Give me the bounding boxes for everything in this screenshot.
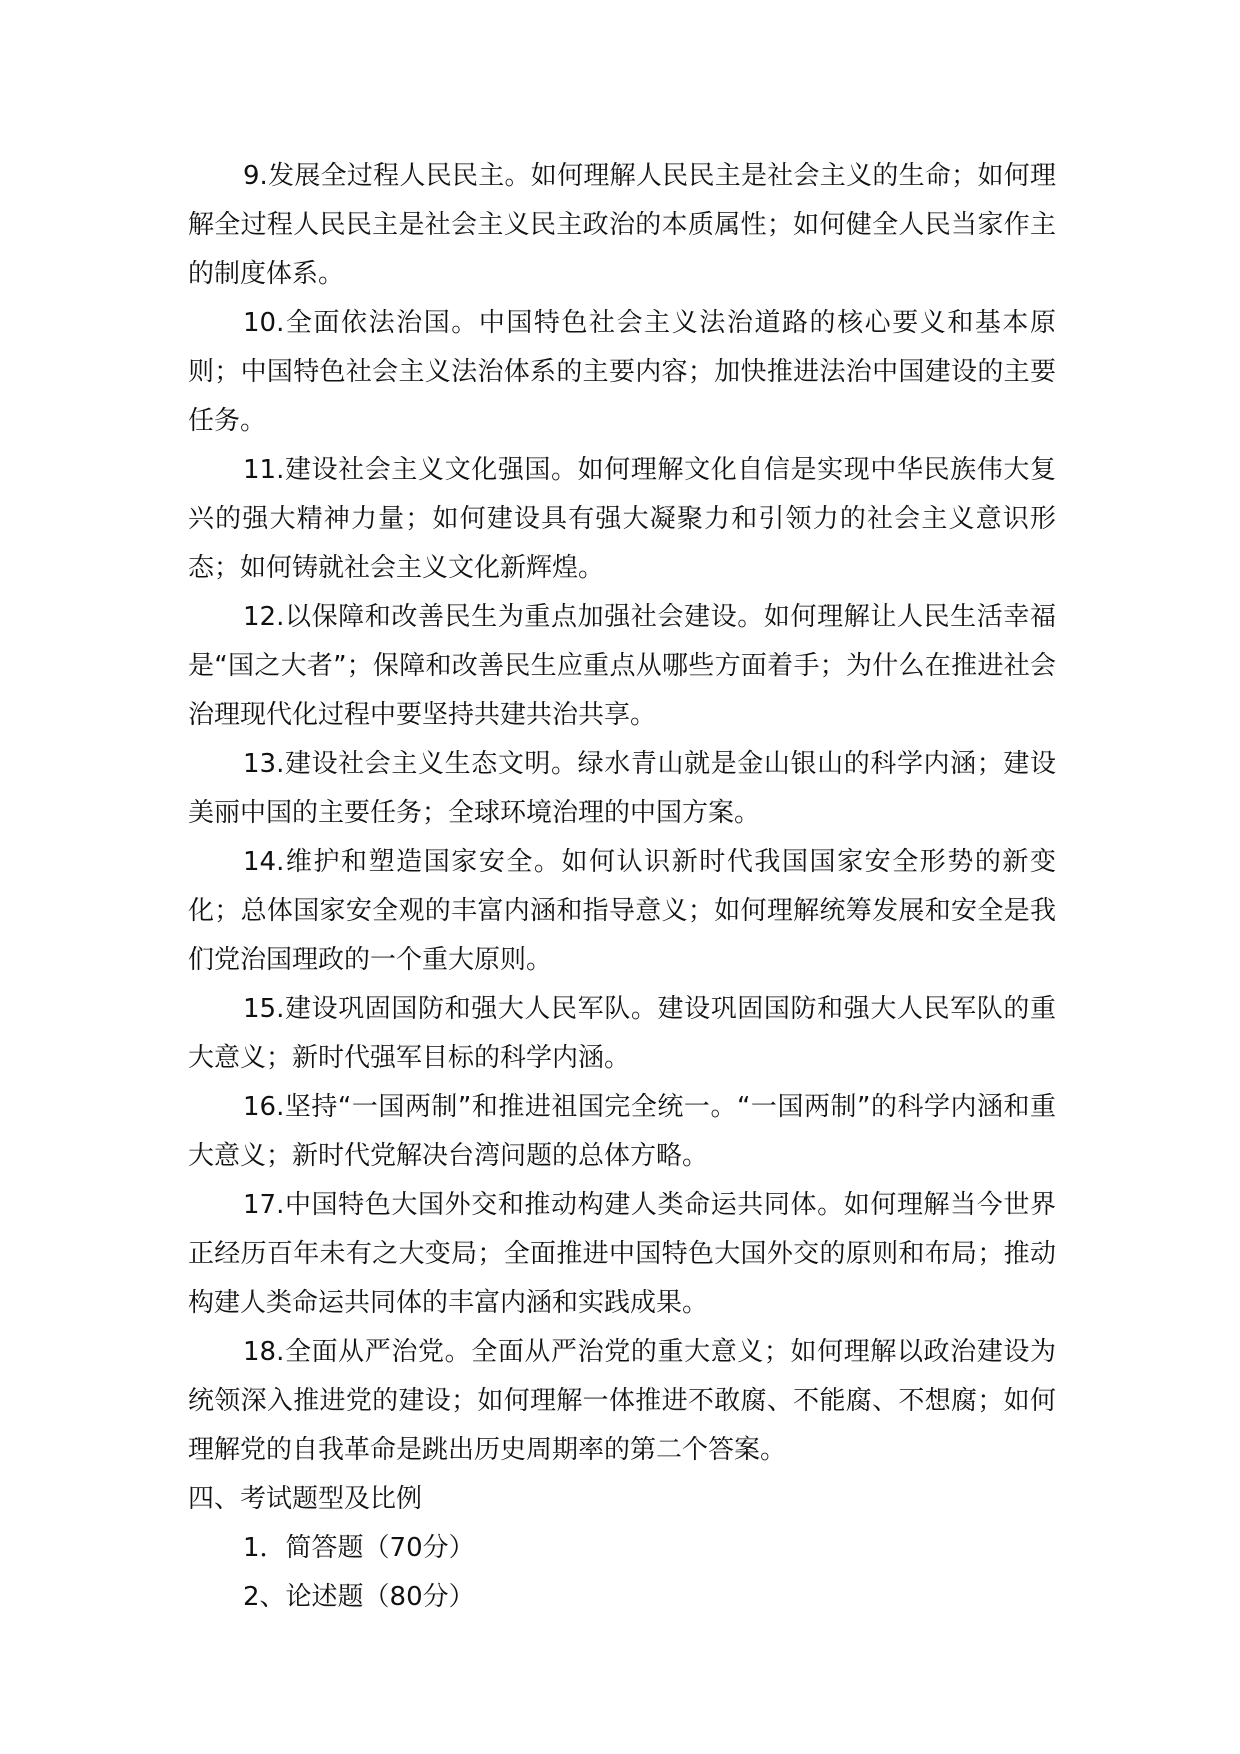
outline-paragraph-18: 18.全面从严治党。全面从严治党的重大意义；如何理解以政治建设为统领深入推进党的建设；如何理解一体推进不敢腐、不能腐、不想腐；如何理解党的自我革命是跳出历史周期率的第二个答案。 — [188, 1337, 1056, 1465]
exam-item-essay: 2、论述题（80分） — [243, 1582, 475, 1612]
outline-paragraph-15: 15.建设巩固国防和强大人民军队。建设巩固国防和强大人民军队的重大意义；新时代强军目标的科学内涵。 — [188, 994, 1056, 1073]
outline-paragraph-14: 14.维护和塑造国家安全。如何认识新时代我国国家安全形势的新变化；总体国家安全观的丰富内涵和指导意义；如何理解统筹发展和安全是我们党治国理政的一个重大原则。 — [188, 847, 1056, 975]
outline-paragraph-9: 9.发展全过程人民民主。如何理解人民民主是社会主义的生命；如何理解全过程人民民主是社会主义民主政治的本质属性；如何健全人民当家作主的制度体系。 — [188, 161, 1056, 289]
outline-paragraph-17: 17.中国特色大国外交和推动构建人类命运共同体。如何理解当今世界正经历百年未有之大变局；全面推进中国特色大国外交的原则和布局；推动构建人类命运共同体的丰富内涵和实践成果。 — [188, 1190, 1056, 1318]
exam-item-short-answer: 1．简答题（70分） — [243, 1533, 475, 1563]
outline-paragraph-10: 10.全面依法治国。中国特色社会主义法治道路的核心要义和基本原则；中国特色社会主义法治体系的主要内容；加快推进法治中国建设的主要任务。 — [188, 308, 1056, 436]
section-heading-exam-format: 四、考试题型及比例 — [188, 1484, 423, 1514]
outline-paragraph-16: 16.坚持“一国两制”和推进祖国完全统一。“一国两制”的科学内涵和重大意义；新时代党解决台湾问题的总体方略。 — [188, 1092, 1056, 1171]
outline-paragraph-12: 12.以保障和改善民生为重点加强社会建设。如何理解让人民生活幸福是“国之大者”；保障和改善民生应重点从哪些方面着手；为什么在推进社会治理现代化过程中要坚持共建共治共享。 — [188, 602, 1056, 730]
outline-paragraph-11: 11.建设社会主义文化强国。如何理解文化自信是实现中华民族伟大复兴的强大精神力量；如何建设具有强大凝聚力和引领力的社会主义意识形态；如何铸就社会主义文化新辉煌。 — [188, 455, 1056, 583]
document-page — [188, 152, 1056, 1622]
outline-paragraph-13: 13.建设社会主义生态文明。绿水青山就是金山银山的科学内涵；建设美丽中国的主要任务；全球环境治理的中国方案。 — [188, 749, 1056, 828]
